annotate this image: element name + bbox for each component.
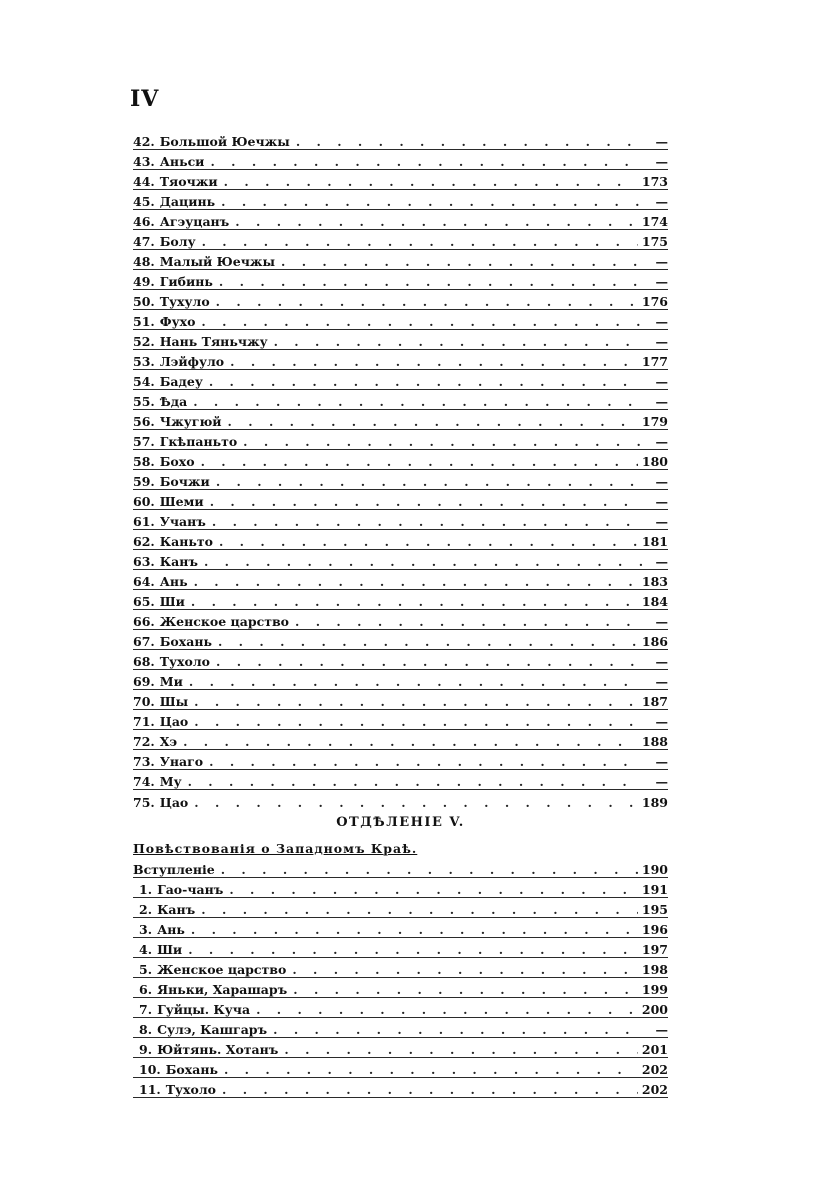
toc-entry-number: 56. [133, 414, 155, 429]
toc-entry [133, 978, 668, 998]
toc-entry-title: Юйтянь. Хотанъ [157, 1042, 279, 1057]
toc-entry-page: — [655, 674, 668, 689]
toc-entry [133, 210, 668, 230]
toc-entry-page: 202 [641, 1062, 668, 1077]
toc-entry-page: 188 [641, 734, 668, 749]
dot-leader [188, 694, 638, 709]
dot-leader [195, 902, 638, 917]
toc-entry [133, 170, 668, 190]
dot-leader [250, 1002, 638, 1017]
toc-entry-title: Бадеу [159, 374, 203, 389]
toc-entry-number: 75. [133, 795, 155, 810]
toc-entry [133, 750, 668, 770]
toc-entry-number: 3. [139, 922, 153, 937]
dot-leader [212, 634, 638, 649]
toc-entry-number: 45. [133, 194, 155, 209]
toc-entry-number: 46. [133, 214, 155, 229]
toc-entry-page: 197 [641, 942, 668, 957]
dot-leader [206, 514, 642, 529]
toc-entry-number: 5. [139, 962, 153, 977]
dot-leader [267, 1022, 642, 1037]
dot-leader [198, 554, 642, 569]
toc-entry-title: Тухуло [159, 294, 210, 309]
toc-entry-number: 1. [139, 882, 153, 897]
dot-leader [204, 154, 642, 169]
toc-entry-title: Ши [157, 942, 183, 957]
dot-leader [278, 1042, 638, 1057]
toc-entry-page: — [655, 374, 668, 389]
dot-leader [218, 1062, 638, 1077]
toc-entry-number: 6. [139, 982, 153, 997]
toc-entry [133, 350, 668, 370]
toc-entry-number: 66. [133, 614, 155, 629]
toc-entry-title: Аньси [159, 154, 205, 169]
dot-leader [187, 394, 642, 409]
toc-entry-page: — [655, 554, 668, 569]
toc-entry-page: 177 [641, 354, 668, 369]
toc-entry [133, 250, 668, 270]
toc-entry-number: 60. [133, 494, 155, 509]
toc-entry [133, 690, 668, 710]
toc-entry-page: 190 [641, 862, 668, 877]
toc-entry-page: 173 [641, 174, 668, 189]
toc-entry [133, 1018, 668, 1038]
dot-leader [222, 414, 638, 429]
dot-leader [185, 594, 638, 609]
toc-entry-number: 55. [133, 394, 155, 409]
toc-entry [133, 150, 668, 170]
toc-entry [133, 310, 668, 330]
toc-entry [133, 390, 668, 410]
toc-entry-number: 44. [133, 174, 155, 189]
toc-entry-title: Сулэ, Кашгаръ [157, 1022, 268, 1037]
toc-entry-title: Болу [159, 234, 196, 249]
toc-entry-title: Вступленіе [133, 862, 215, 877]
dot-leader [210, 654, 642, 669]
toc-entry-number: 9. [139, 1042, 153, 1057]
toc-entry-page: — [655, 514, 668, 529]
toc-entry-page: 179 [641, 414, 668, 429]
toc-entry [133, 370, 668, 390]
dot-leader [229, 214, 638, 229]
toc-entry [133, 550, 668, 570]
toc-entry-title: Учанъ [159, 514, 206, 529]
toc-entry-title: Му [159, 774, 182, 789]
dot-leader [182, 942, 638, 957]
toc-entry-number: 70. [133, 694, 155, 709]
toc-entry-page: — [655, 754, 668, 769]
dot-leader [195, 314, 642, 329]
toc-entry-page: — [655, 314, 668, 329]
toc-entry-page: 186 [641, 634, 668, 649]
toc-entry-page: 184 [641, 594, 668, 609]
dot-leader [289, 614, 642, 629]
toc-entry-number: 71. [133, 714, 155, 729]
dot-leader [183, 674, 642, 689]
toc-entry-number: 43. [133, 154, 155, 169]
toc-entry [133, 430, 668, 450]
toc-entry-title: Малый Юечжы [159, 254, 275, 269]
section-heading: ОТДѢЛЕНІЕ V. [336, 815, 465, 830]
toc-entry [133, 190, 668, 210]
toc-entry-page: 195 [641, 902, 668, 917]
dot-leader [218, 174, 638, 189]
dot-leader [196, 234, 638, 249]
toc-entry [133, 918, 668, 938]
toc-entry-title: Большой Юечжы [159, 134, 290, 149]
toc-entry-title: Шеми [159, 494, 204, 509]
sub-heading: Повѣствованія о Западномъ Краѣ. [133, 841, 418, 856]
toc-entry-title: Яньки, Харашаръ [157, 982, 288, 997]
toc-entry-page: — [655, 714, 668, 729]
toc-entry-page: — [655, 194, 668, 209]
toc-entry-number: 64. [133, 574, 155, 589]
toc-entry-title: Ань [159, 574, 188, 589]
dot-leader [182, 774, 642, 789]
toc-entry-title: Гкѣпаньто [159, 434, 238, 449]
toc-entry-title: Тухоло [159, 654, 210, 669]
dot-leader [213, 534, 638, 549]
dot-leader [185, 922, 638, 937]
toc-entry-title: Ѣда [159, 394, 188, 409]
toc-entry-number: 69. [133, 674, 155, 689]
toc-entry-page: 174 [641, 214, 668, 229]
toc-entry-number: 48. [133, 254, 155, 269]
dot-leader [216, 1082, 638, 1097]
dot-leader [237, 434, 642, 449]
toc-entry [133, 610, 668, 630]
toc-entry [133, 710, 668, 730]
toc-entry-number: 65. [133, 594, 155, 609]
toc-entry [133, 770, 668, 790]
toc-entry [133, 570, 668, 590]
toc-entry-page: 189 [641, 795, 668, 810]
toc-entry-number: 67. [133, 634, 155, 649]
toc-entry-title: Хэ [159, 734, 178, 749]
toc-entry-number: 4. [139, 942, 153, 957]
toc-entry [133, 510, 668, 530]
dot-leader [224, 354, 638, 369]
dot-leader [215, 862, 638, 877]
toc-entry-title: Гуйцы. Куча [157, 1002, 251, 1017]
toc-entry-title: Бочжи [159, 474, 210, 489]
toc-entry-page: 183 [641, 574, 668, 589]
dot-leader [286, 962, 638, 977]
dot-leader [188, 714, 642, 729]
toc-entry-title: Чжугюй [159, 414, 222, 429]
toc-entry-title: Бохо [159, 454, 195, 469]
dot-leader [268, 334, 642, 349]
toc-entry-page: 202 [641, 1082, 668, 1097]
toc-entry-title: Гао-чанъ [157, 882, 224, 897]
toc-entry [133, 858, 668, 878]
toc-entry-title: Каньто [159, 534, 213, 549]
dot-leader [210, 294, 638, 309]
toc-entry [133, 410, 668, 430]
toc-entry-page: — [655, 774, 668, 789]
toc-entry-title: Канъ [157, 902, 196, 917]
toc-entry-page: 175 [641, 234, 668, 249]
toc-entry-page: 191 [641, 882, 668, 897]
toc-entry [133, 470, 668, 490]
toc-entry-page: — [655, 134, 668, 149]
toc-entry-title: Ань [157, 922, 185, 937]
toc-entry-number: 2. [139, 902, 153, 917]
toc-entry-number: 8. [139, 1022, 153, 1037]
toc-entry-page: 201 [641, 1042, 668, 1057]
toc-entry-number: 58. [133, 454, 155, 469]
toc-section-part1 [133, 130, 668, 810]
toc-entry-title: Ши [159, 594, 185, 609]
table-of-contents [133, 130, 668, 1098]
toc-entry [133, 790, 668, 810]
toc-entry-number: 74. [133, 774, 155, 789]
toc-entry-title: Шы [159, 694, 189, 709]
toc-entry-title: Тухоло [165, 1082, 216, 1097]
toc-entry-title: Тяочжи [159, 174, 218, 189]
toc-entry-page: 187 [641, 694, 668, 709]
toc-entry-number: 72. [133, 734, 155, 749]
toc-entry-number: 73. [133, 754, 155, 769]
toc-entry-title: Цао [159, 795, 189, 810]
dot-leader [195, 454, 638, 469]
toc-entry-title: Ми [159, 674, 183, 689]
toc-entry-number: 53. [133, 354, 155, 369]
toc-entry-title: Агэуцанъ [159, 214, 230, 229]
toc-entry [133, 270, 668, 290]
toc-entry-number: 11. [139, 1082, 161, 1097]
toc-entry [133, 230, 668, 250]
toc-entry-title: Канъ [159, 554, 198, 569]
toc-section-part2 [133, 858, 668, 1098]
toc-entry-page: 200 [641, 1002, 668, 1017]
toc-entry [133, 1038, 668, 1058]
dot-leader [275, 254, 642, 269]
toc-entry-number: 62. [133, 534, 155, 549]
toc-entry-title: Женское царство [157, 962, 287, 977]
dot-leader [215, 194, 642, 209]
toc-entry [133, 938, 668, 958]
toc-entry-page: — [655, 434, 668, 449]
toc-entry [133, 958, 668, 978]
dot-leader [223, 882, 638, 897]
page-number: IV [130, 86, 160, 112]
dot-leader [188, 795, 638, 810]
toc-entry-page: — [655, 254, 668, 269]
toc-entry-page: — [655, 274, 668, 289]
dot-leader [203, 374, 642, 389]
toc-entry-page: — [655, 394, 668, 409]
toc-entry-number: 54. [133, 374, 155, 389]
toc-entry-page: — [655, 474, 668, 489]
toc-entry-number: 59. [133, 474, 155, 489]
toc-entry-page: — [655, 614, 668, 629]
dot-leader [203, 754, 642, 769]
toc-entry [133, 878, 668, 898]
toc-entry-page: 198 [641, 962, 668, 977]
toc-entry [133, 730, 668, 750]
toc-entry-page: — [655, 154, 668, 169]
toc-entry [133, 1078, 668, 1098]
toc-entry-number: 7. [139, 1002, 153, 1017]
toc-entry [133, 290, 668, 310]
toc-entry-page: — [655, 654, 668, 669]
toc-entry-title: Фухо [159, 314, 196, 329]
toc-entry-title: Бохань [165, 1062, 218, 1077]
toc-entry-number: 10. [139, 1062, 161, 1077]
toc-entry [133, 670, 668, 690]
toc-entry-page: 196 [641, 922, 668, 937]
toc-entry [133, 590, 668, 610]
dot-leader [188, 574, 638, 589]
toc-entry-page: 199 [641, 982, 668, 997]
toc-entry-title: Дацинь [159, 194, 216, 209]
toc-entry-number: 52. [133, 334, 155, 349]
toc-entry-number: 42. [133, 134, 155, 149]
toc-entry-title: Бохань [159, 634, 212, 649]
toc-entry-title: Женское царство [159, 614, 289, 629]
toc-entry [133, 898, 668, 918]
toc-entry [133, 530, 668, 550]
toc-entry-number: 61. [133, 514, 155, 529]
dot-leader [204, 494, 642, 509]
toc-entry-title: Нань Тяньчжу [159, 334, 268, 349]
toc-entry [133, 1058, 668, 1078]
toc-entry [133, 130, 668, 150]
toc-entry-number: 47. [133, 234, 155, 249]
toc-entry-title: Гибинь [159, 274, 213, 289]
dot-leader [213, 274, 642, 289]
toc-entry-number: 57. [133, 434, 155, 449]
toc-entry-number: 49. [133, 274, 155, 289]
dot-leader [290, 134, 642, 149]
toc-entry [133, 650, 668, 670]
toc-entry-title: Цао [159, 714, 189, 729]
toc-entry-page: — [655, 494, 668, 509]
toc-entry [133, 490, 668, 510]
toc-entry-number: 63. [133, 554, 155, 569]
toc-entry-page: 176 [641, 294, 668, 309]
dot-leader [177, 734, 638, 749]
toc-entry [133, 630, 668, 650]
toc-entry-page: — [655, 334, 668, 349]
toc-entry [133, 330, 668, 350]
toc-entry-page: 180 [641, 454, 668, 469]
toc-entry-page: — [655, 1022, 668, 1037]
toc-entry-title: Лэйфуло [159, 354, 225, 369]
toc-entry-number: 51. [133, 314, 155, 329]
dot-leader [210, 474, 642, 489]
toc-entry [133, 450, 668, 470]
toc-entry [133, 998, 668, 1018]
toc-entry-number: 68. [133, 654, 155, 669]
toc-entry-number: 50. [133, 294, 155, 309]
dot-leader [287, 982, 638, 997]
toc-entry-page: 181 [641, 534, 668, 549]
toc-entry-title: Унаго [159, 754, 204, 769]
